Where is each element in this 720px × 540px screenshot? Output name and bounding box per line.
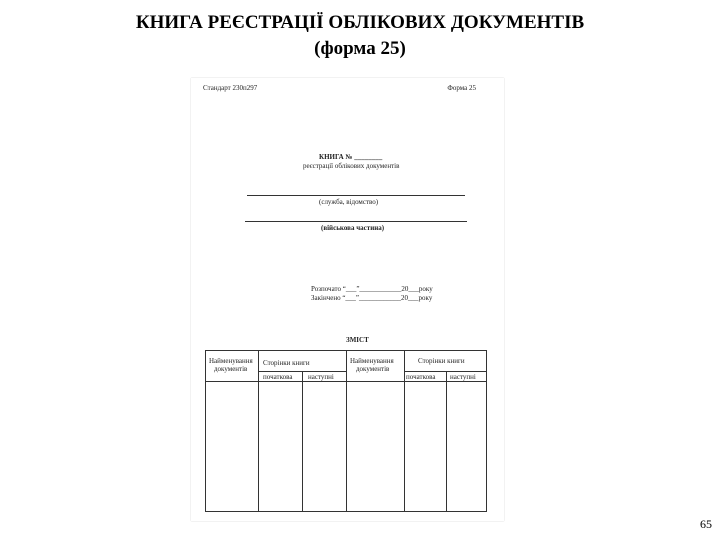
row-divider	[206, 381, 486, 382]
page-number: 65	[700, 517, 712, 531]
caption-service: (служба, відомство)	[319, 198, 379, 206]
col-divider	[302, 371, 303, 511]
service-line	[247, 195, 465, 196]
slide-title-line2: (форма 25)	[314, 38, 406, 59]
finished-date: Закінчено “___”____________20___року	[311, 294, 433, 302]
started-date: Розпочато “___”____________20___року	[311, 285, 433, 293]
col-divider	[346, 351, 347, 511]
unit-line	[245, 221, 467, 222]
contents-heading: ЗМІСТ	[346, 336, 369, 344]
col-name-right-2: документів	[356, 365, 390, 373]
slide-title	[0, 10, 720, 62]
form-document-image	[191, 78, 504, 521]
col-divider	[446, 371, 447, 511]
book-title: КНИГА № ________	[319, 153, 383, 161]
col-name-left-2: документів	[214, 365, 248, 373]
form-header-left: Стандарт 230п297	[203, 84, 258, 92]
col-pages-right: Сторінки книги	[418, 357, 465, 365]
col-name-left-1: Найменування	[209, 357, 253, 365]
col-pages-right-start: початкова	[406, 373, 436, 381]
col-pages-left: Сторінки книги	[263, 359, 310, 367]
book-subtitle: реєстрації облікових документів	[303, 162, 400, 170]
slide-title-line1: КНИГА РЕЄСТРАЦІЇ ОБЛІКОВИХ ДОКУМЕНТІВ	[135, 12, 585, 33]
contents-table	[205, 350, 487, 512]
caption-unit: (військова частина)	[321, 224, 385, 232]
col-name-right-1: Найменування	[350, 357, 394, 365]
form-header-right: Форма 25	[447, 84, 476, 92]
col-pages-left-next: наступні	[308, 373, 334, 381]
col-pages-right-next: наступні	[450, 373, 476, 381]
col-divider	[258, 351, 259, 511]
col-divider	[404, 351, 405, 511]
col-pages-left-start: початкова	[263, 373, 293, 381]
row-divider	[259, 371, 346, 372]
row-divider	[405, 371, 486, 372]
